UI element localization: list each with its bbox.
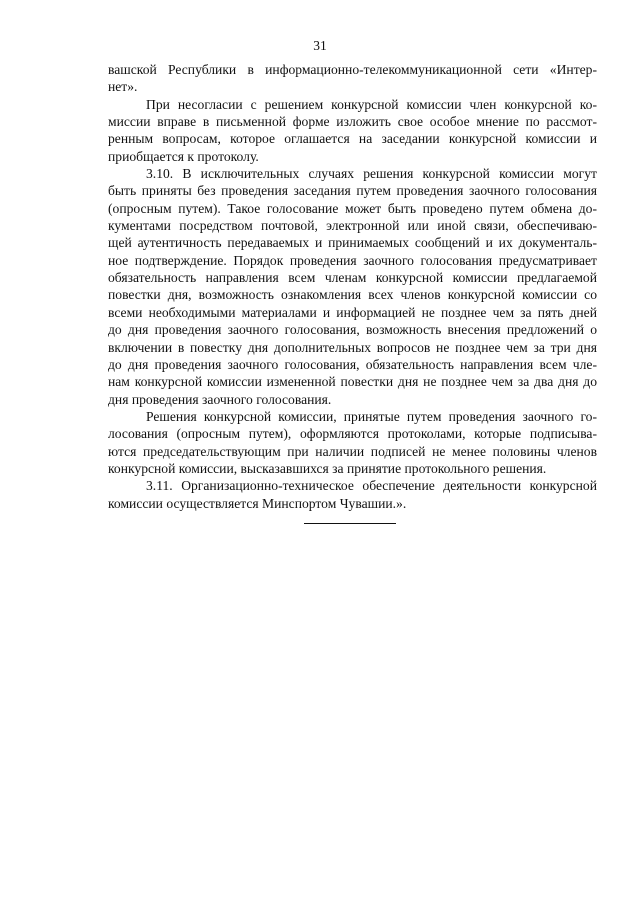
text-line: нам конкурсной комиссии измененной повестки дня не позднее чем за два дня до	[108, 374, 597, 390]
text-line: 3.10. В исключительных случаях решения конкурсной комиссии могут	[146, 166, 597, 182]
text-line: ное подтверждение. Порядок проведения заочного голосования предусматривает	[108, 252, 597, 268]
text-line: лосования (опросным путем), оформляются протоколами, которые подписыва-	[108, 426, 597, 442]
text-line: вашской Республики в информационно-телекоммуникационной сети «Интер-	[108, 62, 597, 77]
text-line: нет».	[108, 79, 138, 95]
text-line: ются председательствующим при наличии подписей не менее половины членов	[108, 443, 597, 459]
text-line: ренным вопросам, которое оглашается на заседании конкурсной комиссии и	[108, 131, 597, 147]
text-line: конкурсной комиссии, высказавшихся за принятие протокольного решения.	[108, 460, 547, 476]
page-number: 31	[313, 38, 327, 53]
text-line: включении в повестку дня дополнительных вопросов не позднее чем за три дня	[108, 339, 597, 355]
body-text	[108, 61, 597, 512]
text-line: приобщается к протоколу.	[108, 148, 259, 164]
text-line: комиссии осуществляется Минспортом Чувашии.».	[108, 495, 407, 511]
text-line: до дня проведения заочного голосования, возможность внесения предложений о	[108, 322, 597, 338]
text-line: 3.11. Организационно-техническое обеспечение деятельности конкурсной	[146, 478, 597, 494]
text-line: щей аутентичность передаваемых и принимаемых сообщений и их документаль-	[108, 235, 597, 251]
text-line: обязательность направления всем членам конкурсной комиссии предлагаемой	[108, 270, 597, 286]
text-line: (опросным путем). Такое голосование может быть проведено путем обмена до-	[108, 200, 597, 216]
text-line: кументами посредством почтовой, электронной или иной связи, обеспечиваю-	[108, 218, 597, 234]
text-line: до дня проведения заочного голосования, обязательность направления всем чле-	[108, 356, 597, 372]
text-line: повестки дня, возможность ознакомления всех членов конкурсной комиссии со	[108, 287, 597, 303]
text-line: дня проведения заочного голосования.	[108, 391, 332, 407]
text-line: миссии вправе в письменной форме изложить свое особое мнение по рассмот-	[108, 114, 597, 130]
text-line: быть приняты без проведения заседания путем проведения заочного голосования	[108, 183, 597, 199]
text-line: всеми необходимыми материалами и информацией не позднее чем за пять дней	[108, 304, 597, 320]
text-line: При несогласии с решением конкурсной комиссии член конкурсной ко-	[146, 96, 597, 112]
closing-divider	[304, 523, 396, 524]
text-line: Решения конкурсной комиссии, принятые путем проведения заочного го-	[146, 408, 597, 424]
